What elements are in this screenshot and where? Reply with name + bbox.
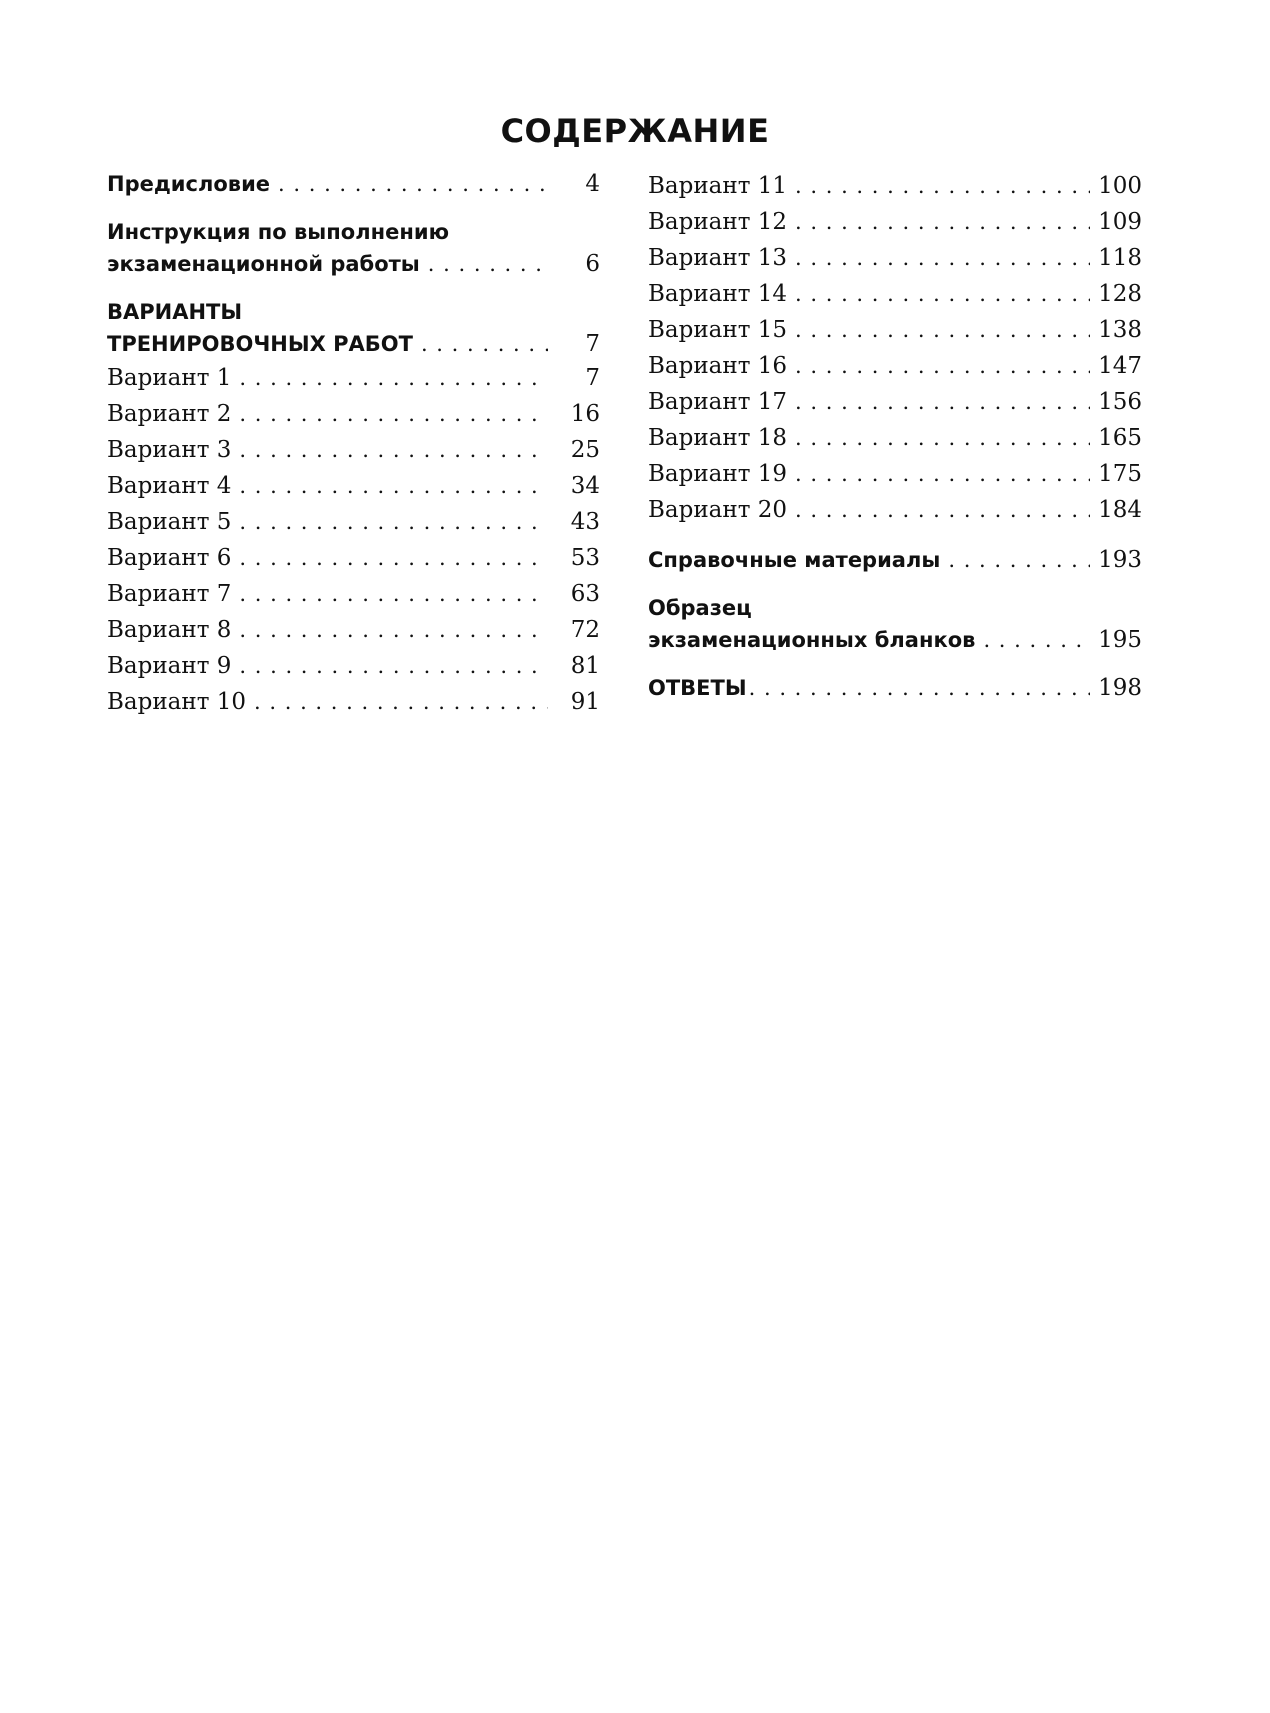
page-title: СОДЕРЖАНИЕ xyxy=(500,112,770,150)
toc-entry-variant[interactable] xyxy=(648,204,1142,240)
toc-entry-label: Вариант 5 xyxy=(107,509,232,535)
toc-entry-label-line1: Образец xyxy=(648,596,752,620)
toc-entry-page: 147 xyxy=(1098,353,1142,379)
dot-leader xyxy=(239,648,548,684)
dot-leader xyxy=(795,276,1090,312)
toc-entry-page: 4 xyxy=(585,171,600,197)
toc-entry-page: 128 xyxy=(1098,281,1142,307)
toc-entry-label: Вариант 9 xyxy=(107,653,232,679)
dot-leader xyxy=(795,420,1090,456)
toc-entry-variant[interactable] xyxy=(648,168,1142,204)
toc-entry-page: 63 xyxy=(570,581,600,607)
toc-entry-page: 43 xyxy=(570,509,600,535)
dot-leader xyxy=(795,456,1090,492)
toc-entry-page: 91 xyxy=(570,689,600,715)
toc-entry-label-line2: экзаменационной работы xyxy=(107,252,420,276)
toc-entry-label: Вариант 18 xyxy=(648,425,788,451)
dot-leader xyxy=(795,492,1090,528)
dot-leader xyxy=(239,360,548,396)
toc-entry-variant[interactable] xyxy=(107,612,600,648)
toc-entry-variant[interactable] xyxy=(107,648,600,684)
toc-entry-preface[interactable] xyxy=(107,168,600,200)
toc-entry-page: 138 xyxy=(1098,317,1142,343)
dot-leader xyxy=(795,240,1090,276)
toc-entry-page: 156 xyxy=(1098,389,1142,415)
toc-entry-label: ОТВЕТЫ xyxy=(648,676,747,700)
toc-right-column xyxy=(648,168,1142,704)
dot-leader xyxy=(254,684,548,720)
toc-entry-label: Вариант 17 xyxy=(648,389,788,415)
toc-entry-page: 198 xyxy=(1098,675,1142,701)
toc-entry-label: Вариант 1 xyxy=(107,365,232,391)
dot-leader xyxy=(239,396,548,432)
toc-entry-label: Вариант 20 xyxy=(648,497,788,523)
toc-entry-label: Вариант 15 xyxy=(648,317,788,343)
toc-entry-variant[interactable] xyxy=(107,360,600,396)
toc-entry-page: 193 xyxy=(1098,547,1142,573)
toc-entry-page: 118 xyxy=(1098,245,1142,271)
toc-entry-reference[interactable] xyxy=(648,544,1142,576)
toc-entry-page: 184 xyxy=(1098,497,1142,523)
dot-leader xyxy=(239,540,548,576)
toc-entry-variant[interactable] xyxy=(648,348,1142,384)
toc-entry-answers[interactable] xyxy=(648,672,1142,704)
dot-leader xyxy=(795,168,1090,204)
toc-entry-variant[interactable] xyxy=(107,684,600,720)
toc-entry-page: 72 xyxy=(570,617,600,643)
toc-entry-page: 7 xyxy=(585,365,600,391)
toc-entry-variant[interactable] xyxy=(107,468,600,504)
toc-entry-variants-section[interactable] xyxy=(107,296,600,360)
dot-leader xyxy=(239,576,548,612)
dot-leader xyxy=(749,672,1090,704)
toc-entry-variant[interactable] xyxy=(648,384,1142,420)
toc-entry-label-line2: экзаменационных бланков xyxy=(648,628,976,652)
toc-entry-label: Вариант 16 xyxy=(648,353,788,379)
toc-entry-variant[interactable] xyxy=(648,456,1142,492)
toc-entry-label: Справочные материалы xyxy=(648,548,941,572)
toc-entry-label: Вариант 4 xyxy=(107,473,232,499)
dot-leader xyxy=(239,612,548,648)
toc-entry-label: Вариант 7 xyxy=(107,581,232,607)
toc-entry-variant[interactable] xyxy=(648,276,1142,312)
toc-entry-label: Вариант 6 xyxy=(107,545,232,571)
toc-entry-sample-forms[interactable] xyxy=(648,592,1142,656)
toc-entry-page: 53 xyxy=(570,545,600,571)
toc-entry-page: 34 xyxy=(570,473,600,499)
toc-entry-page: 81 xyxy=(570,653,600,679)
dot-leader xyxy=(795,312,1090,348)
toc-entry-variant[interactable] xyxy=(648,420,1142,456)
dot-leader xyxy=(948,544,1090,576)
toc-entry-variant[interactable] xyxy=(107,432,600,468)
toc-entry-page: 100 xyxy=(1098,173,1142,199)
toc-entry-page: 109 xyxy=(1098,209,1142,235)
toc-entry-label: Вариант 14 xyxy=(648,281,788,307)
toc-entry-label: Вариант 11 xyxy=(648,173,788,199)
toc-entry-label-line1: Инструкция по выполнению xyxy=(107,220,449,244)
toc-entry-page: 165 xyxy=(1098,425,1142,451)
toc-entry-label: Вариант 8 xyxy=(107,617,232,643)
dot-leader xyxy=(795,384,1090,420)
toc-entry-label: Вариант 10 xyxy=(107,689,247,715)
toc-entry-page: 16 xyxy=(570,401,600,427)
toc-entry-instruction[interactable] xyxy=(107,216,600,280)
toc-left-column xyxy=(107,168,600,720)
toc-entry-variant[interactable] xyxy=(648,312,1142,348)
toc-entry-page: 175 xyxy=(1098,461,1142,487)
toc-entry-page: 7 xyxy=(585,331,600,357)
toc-entry-variant[interactable] xyxy=(107,504,600,540)
dot-leader xyxy=(278,168,548,200)
toc-entry-variant[interactable] xyxy=(107,576,600,612)
toc-entry-variant[interactable] xyxy=(648,492,1142,528)
dot-leader xyxy=(239,432,548,468)
toc-entry-label: Вариант 3 xyxy=(107,437,232,463)
toc-entry-variant[interactable] xyxy=(648,240,1142,276)
dot-leader xyxy=(795,348,1090,384)
toc-entry-label: Вариант 13 xyxy=(648,245,788,271)
toc-entry-page: 6 xyxy=(585,251,600,277)
toc-entry-label: Вариант 2 xyxy=(107,401,232,427)
dot-leader xyxy=(795,204,1090,240)
toc-entry-variant[interactable] xyxy=(107,396,600,432)
dot-leader xyxy=(428,248,548,280)
toc-entry-label: Вариант 12 xyxy=(648,209,788,235)
dot-leader xyxy=(239,504,548,540)
toc-entry-label-line1: ВАРИАНТЫ xyxy=(107,300,243,324)
toc-entry-page: 25 xyxy=(570,437,600,463)
dot-leader xyxy=(421,328,548,360)
toc-entry-page: 195 xyxy=(1098,627,1142,653)
dot-leader xyxy=(239,468,548,504)
dot-leader xyxy=(983,624,1090,656)
toc-entry-label-line2: ТРЕНИРОВОЧНЫХ РАБОТ xyxy=(107,332,413,356)
toc-entry-label: Предисловие xyxy=(107,172,271,196)
toc-entry-variant[interactable] xyxy=(107,540,600,576)
toc-entry-label: Вариант 19 xyxy=(648,461,788,487)
